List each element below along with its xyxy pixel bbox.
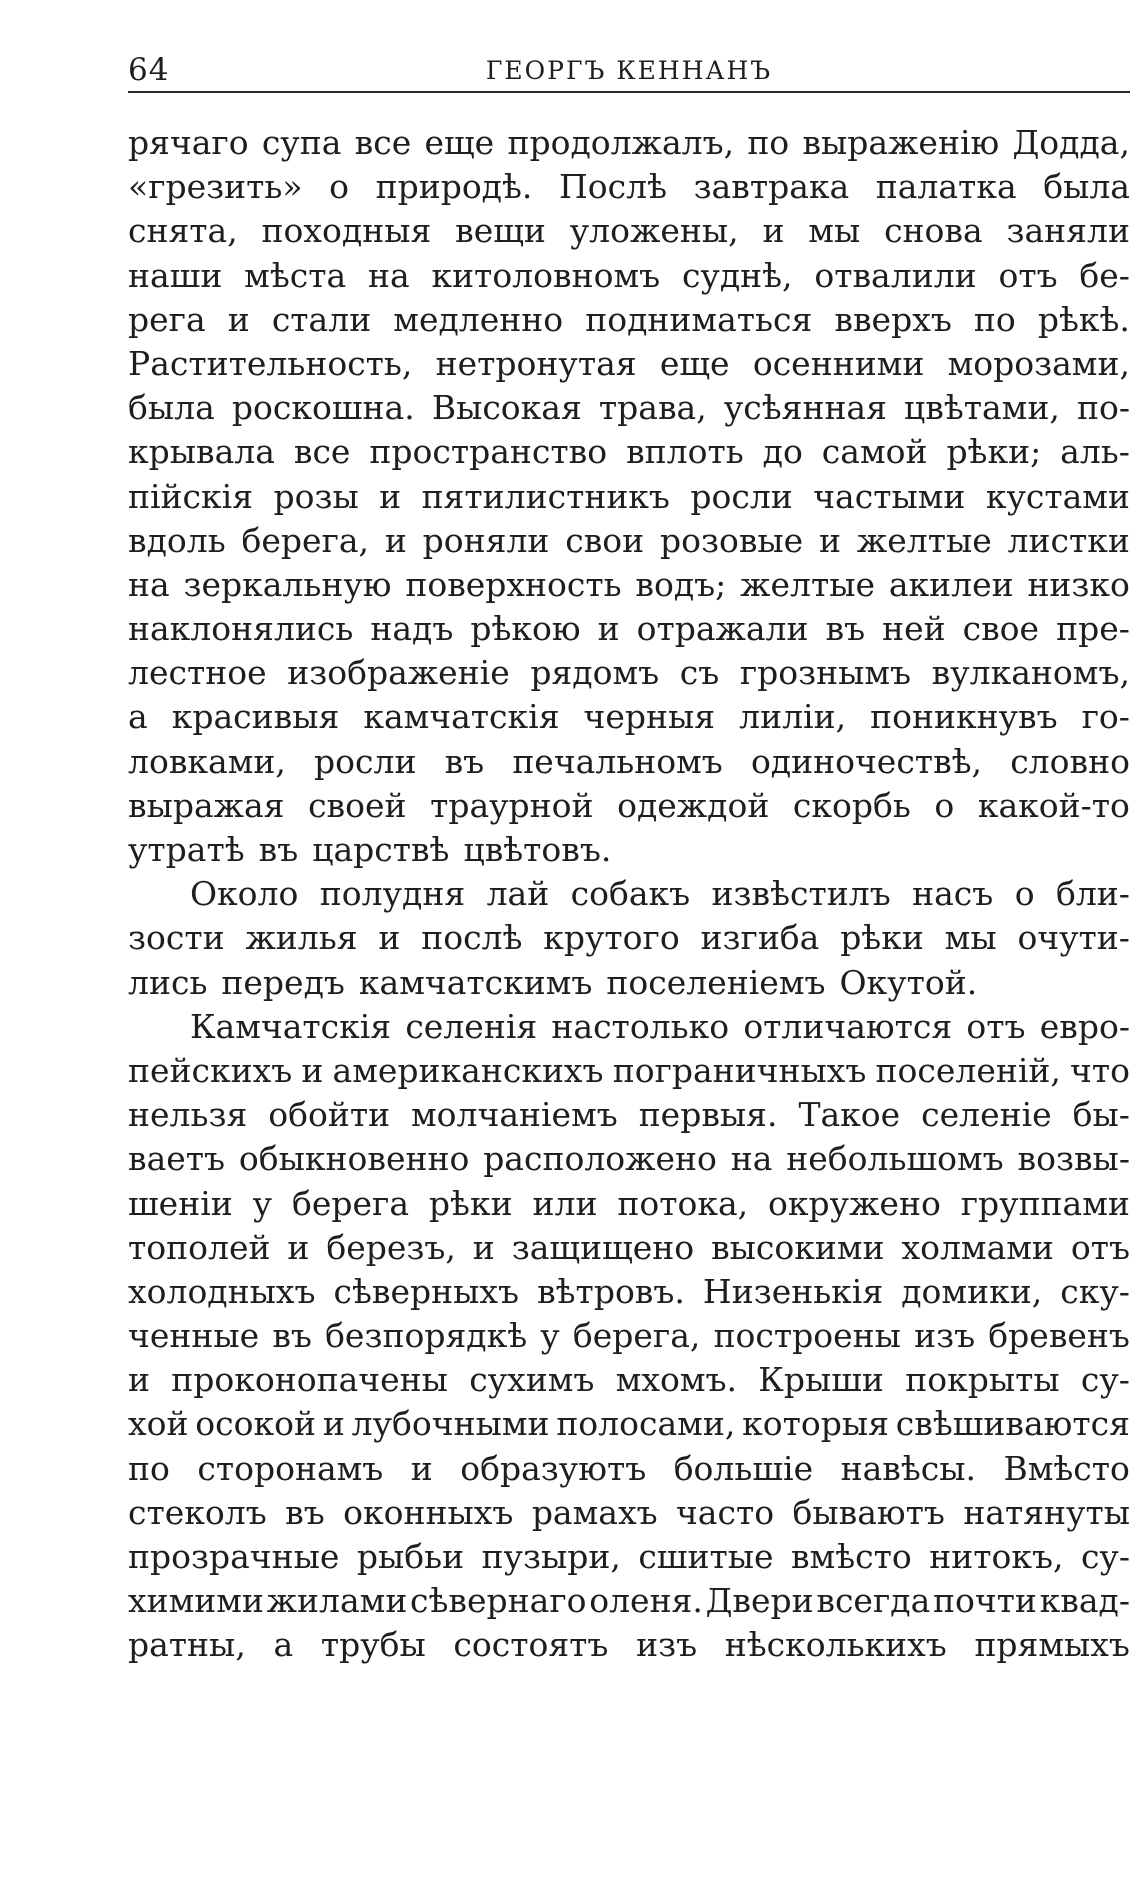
text-line: «грезить» о природѣ. Послѣ завтрака палатка была (128, 167, 1130, 207)
text-line: зости жилья и послѣ крутого изгиба рѣки мы очути- (128, 918, 1130, 958)
text-line: пейскихъ и американскихъ пограничныхъ поселеній, что (128, 1050, 1130, 1090)
text-line: и проконопачены сухимъ мхомъ. Крыши покрыты су- (128, 1360, 1130, 1400)
text-line: рега и стали медленно подниматься вверхъ по рѣкѣ. (128, 299, 1130, 339)
text-line: на зеркальную поверхность водъ; желтые акилеи низко (128, 564, 1130, 604)
running-title: ГЕОРГЪ КЕННАНЪ (485, 56, 773, 85)
text-line: по сторонамъ и образуютъ большіе навѣсы. Вмѣсто (128, 1448, 1130, 1488)
text-line: ченные въ безпорядкѣ у берега, построены изъ бревенъ (128, 1316, 1130, 1356)
running-head (128, 44, 1130, 94)
text-line: утратѣ въ царствѣ цвѣтовъ. (128, 830, 612, 869)
text-line: Камчатскія селенія настолько отличаются отъ евро- (190, 1006, 1130, 1046)
text-line: ловками, росли въ печальномъ одиночествѣ, словно (128, 741, 1130, 781)
text-line: нельзя обойти молчаніемъ первыя. Такое селеніе бы- (128, 1095, 1130, 1135)
text-line: рячаго супа все еще продолжалъ, по выраженію Додда, (128, 123, 1130, 162)
text-line: шеніи у берега рѣки или потока, окружено группами (128, 1183, 1130, 1223)
text-line: химими жилами сѣвернаго оленя. Двери всегда почти квад- (128, 1581, 1130, 1621)
text-line: выражая своей траурной одеждой скорбь о какой-то (128, 785, 1130, 825)
text-line: стеколъ въ оконныхъ рамахъ часто бываютъ натянуты (128, 1492, 1130, 1532)
text-line: снята, походныя вещи уложены, и мы снова заняли (128, 211, 1130, 251)
text-line: а красивыя камчатскія черныя лиліи, поникнувъ го- (128, 697, 1130, 737)
text-line: ваетъ обыкновенно расположено на небольшомъ возвы- (128, 1139, 1130, 1179)
text-line: тополей и березъ, и защищено высокими холмами отъ (128, 1227, 1130, 1267)
text-line: была роскошна. Высокая трава, усѣянная цвѣтами, по- (128, 388, 1130, 428)
text-line: ратны, а трубы состоятъ изъ нѣсколькихъ прямыхъ (128, 1625, 1130, 1665)
page-number: 64 (128, 52, 170, 88)
text-line: Около полудня лай собакъ извѣстилъ насъ о бли- (190, 874, 1130, 914)
text-line: Растительность, нетронутая еще осенними морозами, (128, 343, 1130, 383)
text-line: холодныхъ сѣверныхъ вѣтровъ. Низенькія домики, ску- (128, 1271, 1130, 1311)
text-line: наши мѣста на китоловномъ суднѣ, отвалили отъ бе- (128, 255, 1130, 295)
header-rule (128, 91, 1130, 93)
text-line: наклонялись надъ рѣкою и отражали въ ней свое пре- (128, 609, 1130, 649)
text-line: крывала все пространство вплоть до самой рѣки; аль- (128, 432, 1130, 472)
text-line: лестное изображеніе рядомъ съ грознымъ вулканомъ, (128, 653, 1130, 693)
text-line: хой осокой и лубочными полосами, которыя свѣшиваются (128, 1404, 1130, 1444)
text-line: пійскія розы и пятилистникъ росли частыми кустами (128, 476, 1130, 516)
text-line: лись передъ камчатскимъ поселеніемъ Окутой. (128, 962, 978, 1002)
body-text (128, 121, 1130, 1668)
text-line: вдоль берега, и роняли свои розовые и желтые листки (128, 520, 1130, 560)
text-line: прозрачные рыбьи пузыри, сшитые вмѣсто нитокъ, су- (128, 1537, 1130, 1576)
